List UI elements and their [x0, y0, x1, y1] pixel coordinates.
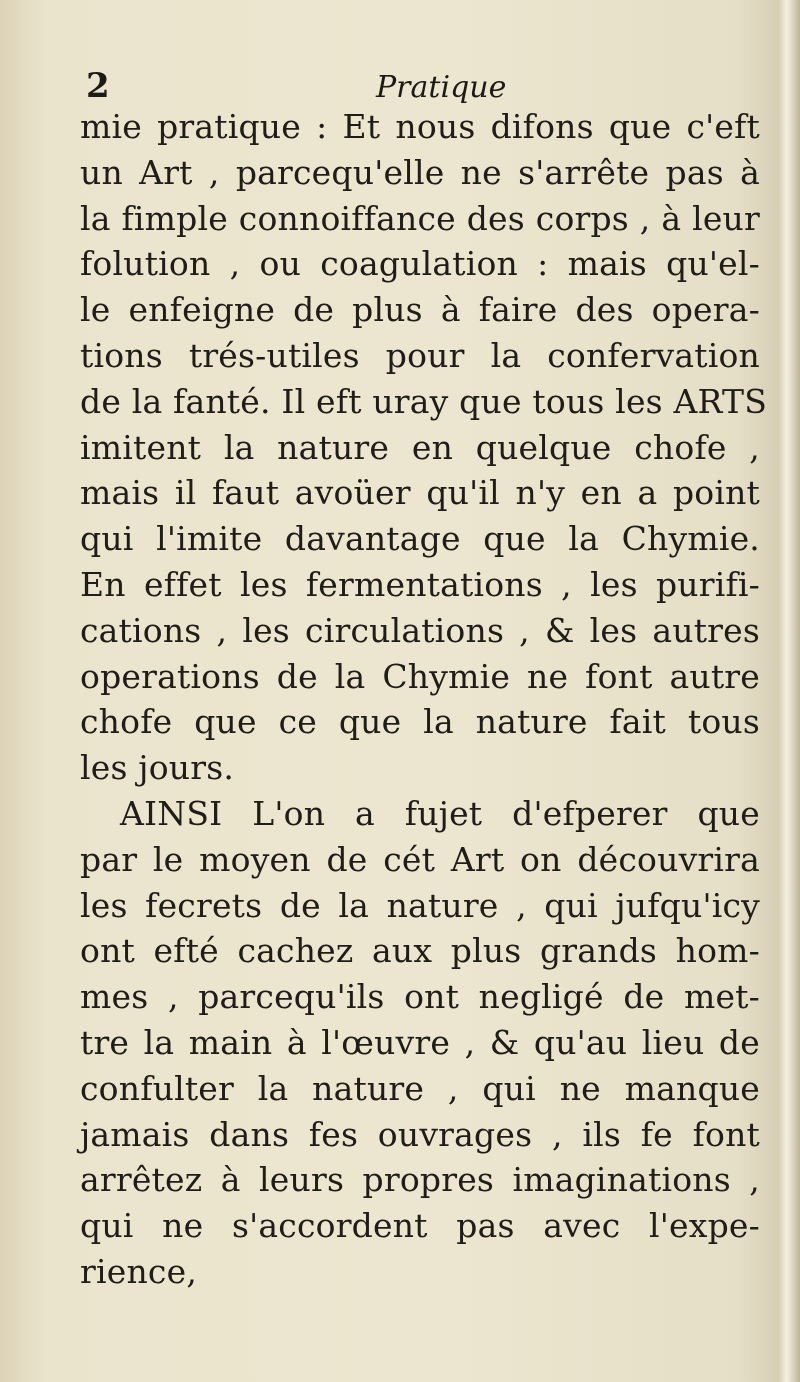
text-line: les fecrets de la nature , qui jufqu'icy — [80, 885, 760, 925]
text-line: qui ne s'accordent pas avec l'expe- — [80, 1206, 760, 1246]
text-line: arrêtez à leurs propres imaginations , — [80, 1160, 760, 1200]
text-line: tions trés-utiles pour la confervation — [80, 335, 760, 375]
text-line: cations , les circulations , & les autres — [80, 610, 760, 650]
text-line: les jours. — [80, 748, 235, 788]
text-line: la fimple connoiffance des corps , à leur — [80, 198, 760, 238]
body-text — [80, 104, 768, 1295]
text-line: mes , parcequ'ils ont negligé de met- — [80, 977, 760, 1017]
page-gutter — [778, 0, 800, 1382]
text-line: le enfeigne de plus à faire des opera- — [80, 290, 760, 330]
text-line: par le moyen de cét Art on découvrira — [80, 839, 760, 879]
text-line: operations de la Chymie ne font autre — [80, 656, 760, 696]
text-line: chofe que ce que la nature fait tous — [80, 702, 760, 742]
text-line: tre la main à l'œuvre , & qu'au lieu de — [80, 1022, 760, 1062]
paragraph-start-line: AINSI L'on a fujet d'efperer que — [120, 793, 760, 833]
running-head: Pratique — [376, 70, 507, 105]
text-line: de la fanté. Il eft uray que tous les ARTS — [80, 381, 768, 421]
text-line: ont efté cachez aux plus grands hom- — [80, 931, 760, 971]
text-line: imitent la nature en quelque chofe , — [80, 427, 760, 467]
text-line: jamais dans fes ouvrages , ils fe font — [80, 1114, 760, 1154]
text-line: mais il faut avoüer qu'il n'y en a point — [80, 473, 760, 513]
text-line: qui l'imite davantage que la Chymie. — [80, 519, 760, 559]
text-line: confulter la nature , qui ne manque — [80, 1068, 760, 1108]
text-line: rience, — [80, 1251, 198, 1291]
page-number: 2 — [86, 66, 110, 106]
text-line: folution , ou coagulation : mais qu'el- — [80, 244, 760, 284]
text-line: mie pratique : Et nous difons que c'eft — [80, 107, 760, 146]
text-line: En effet les fermentations , les purifi- — [80, 564, 760, 604]
text-line: un Art , parcequ'elle ne s'arrête pas à — [80, 152, 760, 192]
